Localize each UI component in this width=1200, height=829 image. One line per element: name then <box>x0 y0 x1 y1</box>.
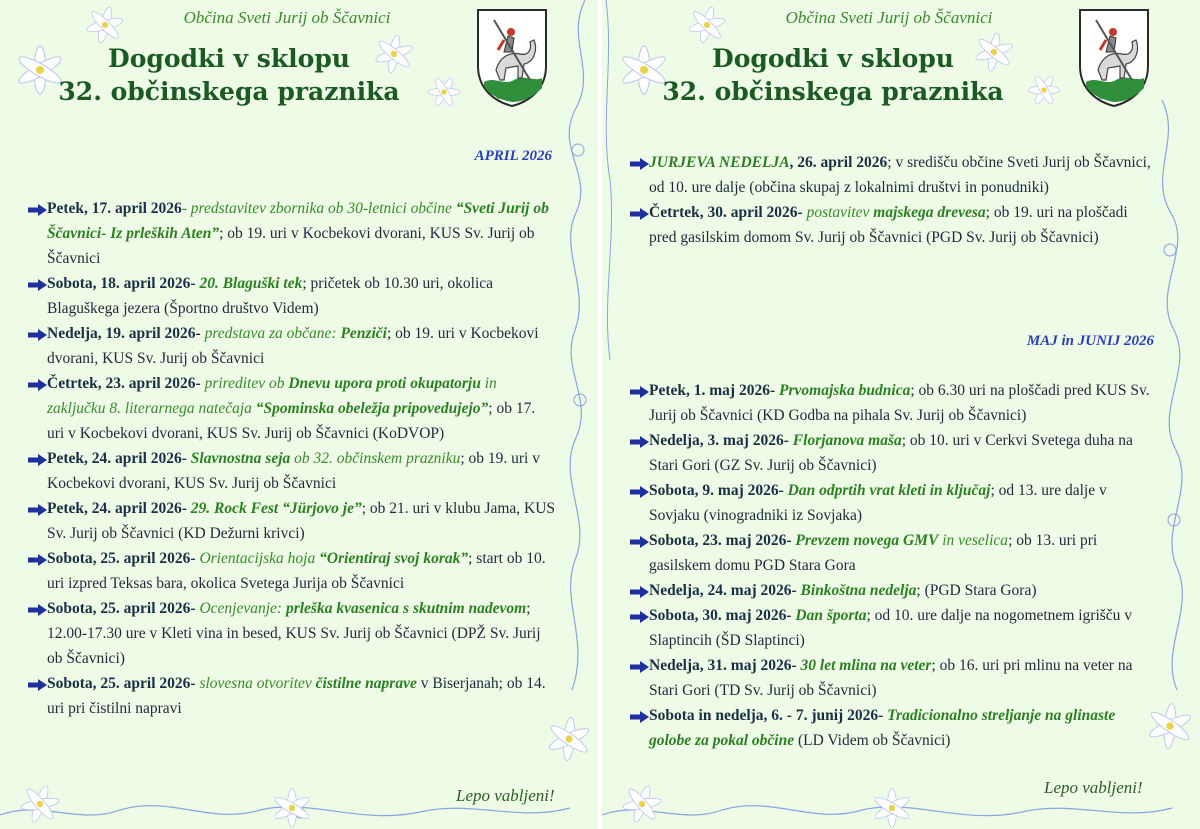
event-text: ; (PGD Stara Gora) <box>916 582 1037 599</box>
event-date: - <box>190 600 200 617</box>
title-line-2: 32. občinskega praznika <box>662 77 1004 106</box>
event-text: postavitev <box>806 204 874 221</box>
event-date: Nedelja, 19. april 2026 <box>47 325 196 342</box>
event-title: Penziči <box>340 325 387 342</box>
event-date: - <box>190 275 200 292</box>
event-date: Petek, 24. april 2026 <box>47 500 182 517</box>
event-text: ; ob 16. uri pri mlinu na veter na Stari Gori (TD Sv. Jurij ob Ščavnici) <box>649 657 1133 699</box>
event-title: Prvomajska budnica <box>779 382 911 399</box>
event-title: Slavnostna seja <box>190 450 291 467</box>
closing-text: Lepo vabljeni! <box>456 786 555 805</box>
event-date: Petek, 17. april 2026 <box>47 200 182 217</box>
event-date: - <box>190 550 200 567</box>
event-title: 20. Blaguški tek <box>199 275 303 292</box>
event-text: ; pričetek ob 10.30 uri, okolica Blaguškega jezera (Športno društvo Videm) <box>47 275 494 317</box>
event-title: čistilne naprave <box>315 675 417 692</box>
event-text: ; v središču občine Sveti Jurij ob Ščavnici, od 10. ure dalje (občina skupaj z lokalnimi društvi in ponudniki) <box>649 154 1151 196</box>
event-item <box>632 653 1158 703</box>
event-item <box>632 150 1158 200</box>
event-item <box>30 671 556 721</box>
closing-text: Lepo vabljeni! <box>1044 778 1143 797</box>
event-text: ; ob 19. uri na ploščadi pred gasilskim domom Sv. Jurij ob Ščavnici (PGD Sv. Jurij ob Ščavnici) <box>649 204 1128 246</box>
arrow-right-icon <box>630 711 649 723</box>
event-text: in veselica <box>938 532 1009 549</box>
event-item <box>30 596 556 671</box>
section-heading-april: APRIL 2026 <box>474 148 552 164</box>
event-title: Prevzem novega GMV <box>795 532 939 549</box>
event-title: Dan športa <box>795 607 867 624</box>
poster-page-may-june <box>602 0 1200 829</box>
event-date: - <box>190 675 200 692</box>
event-item <box>30 371 556 446</box>
event-text: predstava za občane: <box>204 325 341 342</box>
event-text: ; ob 13. uri pri gasilskem domu PGD Stara Gora <box>649 532 1098 574</box>
event-item <box>632 428 1158 478</box>
event-date: Sobota, 25. april 2026 <box>47 600 191 617</box>
arrow-right-icon <box>630 486 649 498</box>
event-title: “Orientiraj svoj korak” <box>319 550 469 567</box>
event-title: Florjanova maša <box>792 432 902 449</box>
event-text: Orientacijska hoja <box>199 550 320 567</box>
event-text: ; ob 6.30 uri na ploščadi pred KUS Sv. Jurij ob Ščavnici (KD Godba na pihala Sv. Jurij ob Ščavnici) <box>649 382 1150 424</box>
event-text: ; od 13. ure dalje v Sovjaku (vinogradniki iz Sovjaka) <box>649 482 1107 524</box>
arrow-right-icon <box>630 158 649 170</box>
event-text: (LD Videm ob Ščavnici) <box>794 732 951 749</box>
event-date: Sobota, 18. april 2026 <box>47 275 191 292</box>
event-title: prleška kvasenica s skutnim nadevom <box>285 600 527 617</box>
event-text: v Biserjanah; ob 14. uri pri čistilni napravi <box>47 675 546 717</box>
coat-of-arms-st-george-icon <box>474 6 550 108</box>
event-item <box>30 496 556 546</box>
event-date: - <box>195 325 205 342</box>
event-item <box>30 546 556 596</box>
arrow-right-icon <box>630 536 649 548</box>
event-title: JURJEVA NEDELJA <box>649 154 790 171</box>
arrow-right-icon <box>630 436 649 448</box>
event-date: Sobota, 30. maj 2026 <box>649 607 787 624</box>
arrow-right-icon <box>630 611 649 623</box>
event-date: - <box>791 582 801 599</box>
event-item <box>632 528 1158 578</box>
event-item <box>632 603 1158 653</box>
arrow-right-icon <box>630 208 649 220</box>
event-date: - <box>181 450 191 467</box>
white-star-flower-icon <box>868 784 916 829</box>
event-title: majskega drevesa <box>873 204 986 221</box>
event-title: Dnevu upora proti okupatorju <box>288 375 481 392</box>
event-date: - <box>786 532 796 549</box>
event-list-may-june <box>632 378 1158 753</box>
event-date: - <box>797 204 807 221</box>
event-date: - <box>791 657 801 674</box>
event-text: - <box>181 200 191 217</box>
event-date: Petek, 1. maj 2026 <box>649 382 770 399</box>
event-date: Sobota in nedelja, 6. - 7. junij 2026 <box>649 707 879 724</box>
event-text: ; ob 17. uri v Kocbekovi dvorani, KUS Sv. Jurij ob Ščavnici (KoDVOP) <box>47 400 536 442</box>
coat-of-arms-st-george-icon <box>1076 6 1152 108</box>
white-star-flower-icon <box>268 784 316 829</box>
event-text: ; ob 10. uri v Cerkvi Svetega duha na Stari Gori (GZ Sv. Jurij ob Ščavnici) <box>649 432 1133 474</box>
event-date: , 26. april 2026 <box>789 154 888 171</box>
arrow-right-icon <box>28 454 47 466</box>
event-date: Četrtek, 30. april 2026 <box>649 204 798 221</box>
event-item <box>632 200 1158 250</box>
event-date: - <box>778 482 788 499</box>
event-date: Četrtek, 23. april 2026 <box>47 375 196 392</box>
event-text: ; od 10. ure dalje na nogometnem igrišču v Slaptincih (ŠD Slaptinci) <box>649 607 1133 649</box>
event-text: prireditev ob <box>204 375 289 392</box>
event-item <box>632 578 1158 603</box>
event-item <box>30 271 556 321</box>
event-date: Sobota, 23. maj 2026 <box>649 532 787 549</box>
event-title: Dan odprtih vrat kleti in ključaj <box>787 482 991 499</box>
title-line-1: Dogodki v sklopu <box>712 44 954 73</box>
poster-page-april <box>0 0 598 829</box>
event-text: ; start ob 10. uri izpred Teksas bara, okolica Svetega Jurija ob Ščavnici <box>47 550 546 592</box>
title-line-1: Dogodki v sklopu <box>108 44 350 73</box>
event-date: Nedelja, 31. maj 2026 <box>649 657 792 674</box>
arrow-right-icon <box>28 329 47 341</box>
municipality-name: Občina Sveti Jurij ob Ščavnici <box>785 8 993 27</box>
event-date: Sobota, 25. april 2026 <box>47 550 191 567</box>
event-text: ob 32. občinskem prazniku <box>290 450 461 467</box>
white-star-flower-icon <box>618 780 666 828</box>
event-title: “Spominska obeležja pripovedujejo” <box>255 400 489 417</box>
event-date: - <box>195 375 205 392</box>
arrow-right-icon <box>28 554 47 566</box>
event-text: slovesna otvoritev <box>199 675 316 692</box>
arrow-right-icon <box>28 204 47 216</box>
event-text: ; ob 19. uri v Kocbekovi dvorani, KUS Sv. Jurij ob Ščavnici <box>47 225 535 267</box>
event-text: ; ob 21. uri v klubu Jama, KUS Sv. Jurij ob Ščavnici (KD Dežurni krivci) <box>47 500 556 542</box>
event-item <box>30 446 556 496</box>
event-text: in zaključku 8. literarnega natečaja <box>47 375 497 417</box>
event-item <box>632 703 1158 753</box>
event-date: Sobota, 25. april 2026 <box>47 675 191 692</box>
event-text: ; 12.00-17.30 ure v Kleti vina in besed, KUS Sv. Jurij ob Ščavnici (DPŽ Sv. Jurij ob Ščavnici) <box>47 600 541 667</box>
municipality-name: Občina Sveti Jurij ob Ščavnici <box>183 8 391 27</box>
event-date: - <box>769 382 780 399</box>
event-list-april-end <box>632 150 1158 250</box>
arrow-right-icon <box>28 604 47 616</box>
title-line-2: 32. občinskega praznika <box>58 77 400 106</box>
event-title: 29. Rock Fest “Jürjovo je” <box>190 500 362 517</box>
event-date: - <box>786 607 796 624</box>
event-date: Nedelja, 24. maj 2026 <box>649 582 792 599</box>
arrow-right-icon <box>28 379 47 391</box>
event-title: Binkoštna nedelja <box>800 582 917 599</box>
arrow-right-icon <box>630 386 649 398</box>
white-star-flower-icon <box>16 780 64 828</box>
page-title <box>0 42 528 108</box>
event-text: ; ob 19. uri v Kocbekovi dvorani, KUS Sv. Jurij ob Ščavnici <box>47 450 540 492</box>
arrow-right-icon <box>28 504 47 516</box>
event-date: - <box>878 707 888 724</box>
arrow-right-icon <box>630 661 649 673</box>
event-item <box>632 478 1158 528</box>
arrow-right-icon <box>28 279 47 291</box>
event-title: “Sveti Jurij ob Ščavnici- Iz prleških Aten” <box>47 200 549 242</box>
event-date: Sobota, 9. maj 2026 <box>649 482 779 499</box>
event-text: ; ob 19. uri v Kocbekovi dvorani, KUS Sv. Jurij ob Ščavnici <box>47 325 539 367</box>
event-text: predstavitev zbornika ob 30-letnici občine <box>190 200 456 217</box>
arrow-right-icon <box>28 679 47 691</box>
event-date: Petek, 24. april 2026 <box>47 450 182 467</box>
event-date: - <box>783 432 793 449</box>
event-item <box>30 321 556 371</box>
event-list-april <box>30 196 556 721</box>
event-text: Ocenjevanje: <box>199 600 286 617</box>
event-item <box>632 378 1158 428</box>
event-title: 30 let mlina na veter <box>800 657 932 674</box>
event-item <box>30 196 556 271</box>
event-date: Nedelja, 3. maj 2026 <box>649 432 784 449</box>
page-title <box>602 42 1132 108</box>
section-heading-may-june: MAJ in JUNIJ 2026 <box>1026 333 1154 349</box>
event-title: Tradicionalno streljanje na glinaste golobe za pokal občine <box>649 707 1116 749</box>
arrow-right-icon <box>630 586 649 598</box>
event-date: - <box>181 500 191 517</box>
